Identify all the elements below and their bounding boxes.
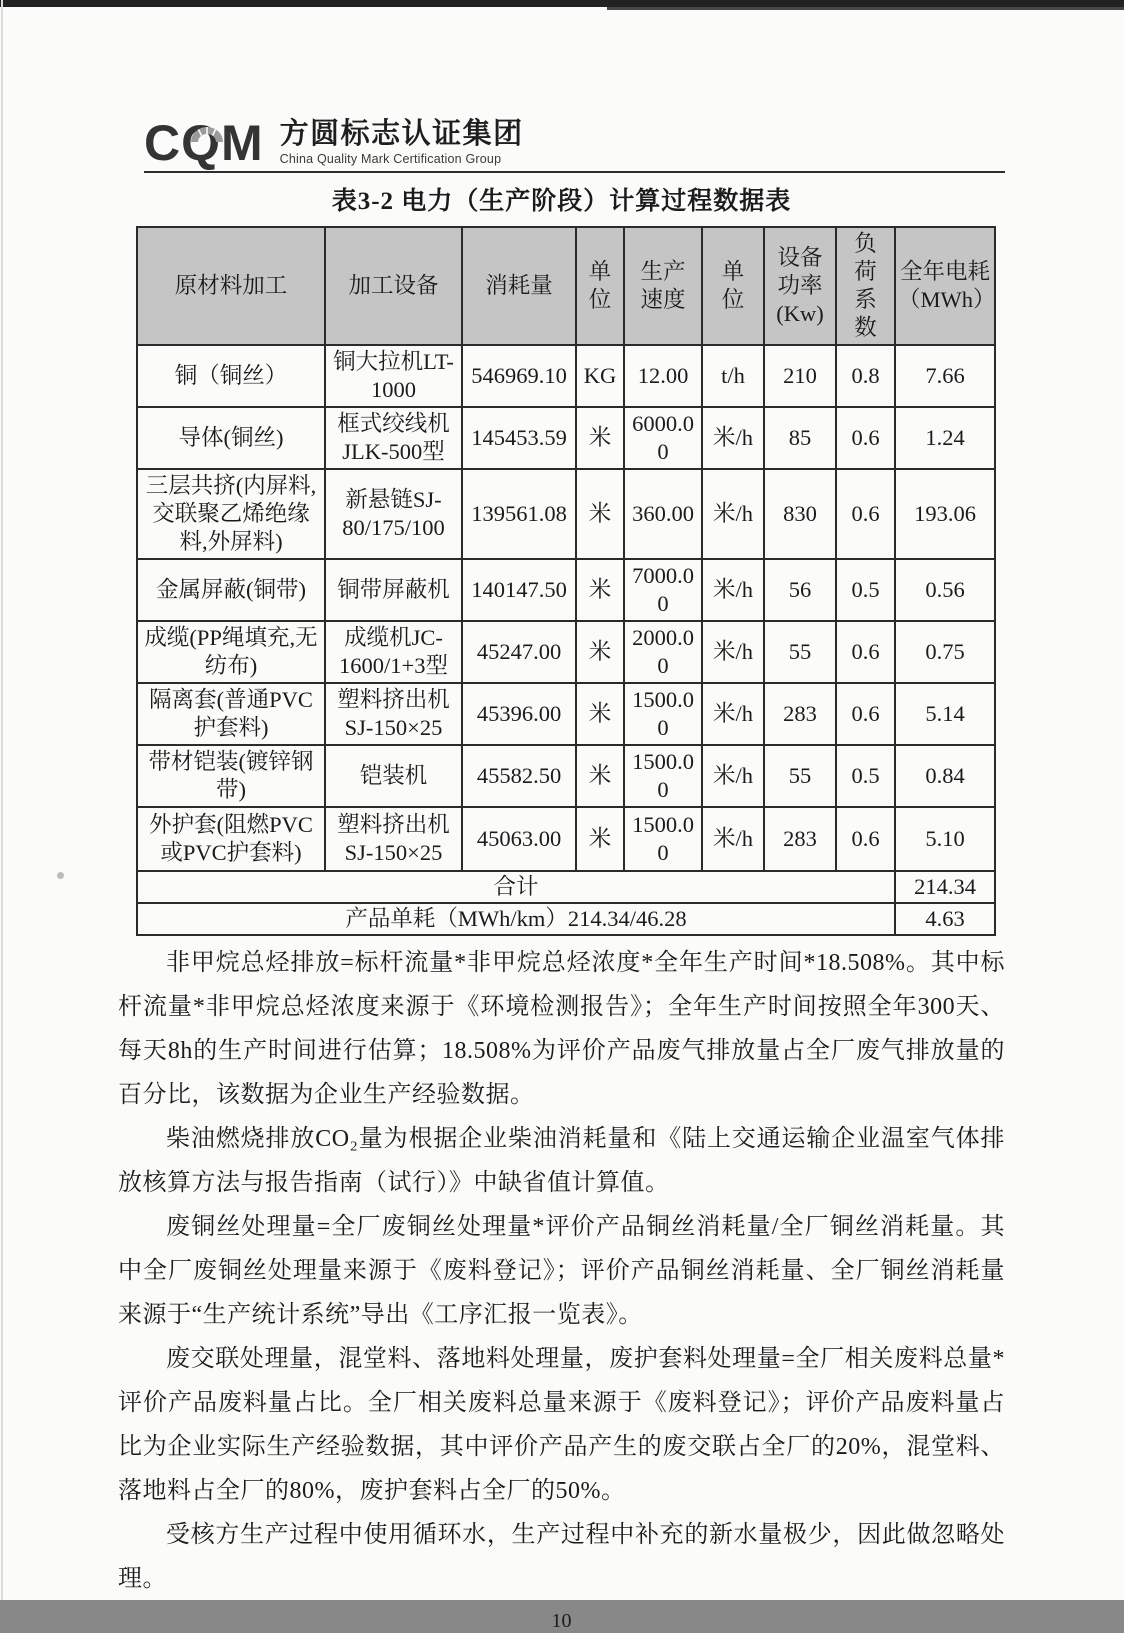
cell-consumption: 139561.08 [462, 469, 576, 559]
paragraph-waste-xlpe: 废交联处理量，混堂料、落地料处理量，废护套料处理量=全厂相关废料总量*评价产品废料量占比。全厂相关废料总量来源于《废料登记》；评价产品废料量占比为企业实际生产经验数据，其中评价产品产生的废交联占全厂的20%，混堂料、落地料占全厂的80%，废护套料占全厂的50%。 [118, 1346, 1005, 1504]
cell-load-factor: 0.6 [836, 621, 895, 683]
table-row [137, 683, 995, 745]
cell-unit: 米 [576, 621, 624, 683]
cell-power: 55 [764, 745, 836, 807]
cell-equipment: 铜大拉机LT-1000 [325, 345, 462, 407]
col-header-material: 原材料加工 [137, 227, 325, 345]
cell-power: 210 [764, 345, 836, 407]
cqm-logo-text [144, 104, 264, 171]
cell-equipment: 塑料挤出机SJ-150×25 [325, 807, 462, 871]
cell-unit: 米 [576, 559, 624, 621]
cell-annual-power: 0.56 [895, 559, 995, 621]
cell-speed: 12.00 [624, 345, 702, 407]
cell-load-factor: 0.8 [836, 345, 895, 407]
cell-unit: 米 [576, 745, 624, 807]
cell-material: 三层共挤(内屏料,交联聚乙烯绝缘料,外屏料) [137, 469, 325, 559]
col-header-annual-power: 全年电耗（MWh） [895, 227, 995, 345]
scan-edge-artifact-secondary [607, 7, 1124, 10]
cell-equipment: 铜带屏蔽机 [325, 559, 462, 621]
cell-unit: 米 [576, 807, 624, 871]
cell-material: 隔离套(普通PVC护套料) [137, 683, 325, 745]
cell-equipment: 新悬链SJ-80/175/100 [325, 469, 462, 559]
paragraph-nmhc-emission: 非甲烷总烃排放=标杆流量*非甲烷总烃浓度*全年生产时间*18.508%。其中标杆流量*非甲烷总烃浓度来源于《环境检测报告》；全年生产时间按照全年300天、每天8h的生产时间进行估算；18.508%为评价产品废气排放量占全厂废气排放量的百分比，该数据为企业生产经验数据。 [118, 950, 1005, 1108]
cell-load-factor: 0.6 [836, 469, 895, 559]
cell-annual-power: 193.06 [895, 469, 995, 559]
cell-power: 55 [764, 621, 836, 683]
crown-icon [189, 101, 225, 151]
cell-consumption: 546969.10 [462, 345, 576, 407]
brand-block [280, 104, 524, 166]
cell-material: 成缆(PP绳填充,无纺布) [137, 621, 325, 683]
col-header-speed: 生产速度 [624, 227, 702, 345]
cell-unit: KG [576, 345, 624, 407]
col-header-unit: 单位 [576, 227, 624, 345]
table-title: 表3-2 电力（生产阶段）计算过程数据表 [331, 188, 792, 215]
table-row [137, 807, 995, 871]
process-data-table [136, 226, 996, 936]
col-header-power: 设备功率(Kw) [764, 227, 836, 345]
cell-power: 283 [764, 683, 836, 745]
cell-load-factor: 0.6 [836, 683, 895, 745]
cell-speed-unit: 米/h [702, 621, 764, 683]
cell-consumption: 145453.59 [462, 407, 576, 469]
cell-unit: 米 [576, 683, 624, 745]
cell-power: 56 [764, 559, 836, 621]
paragraph-recycled-water: 受核方生产过程中使用循环水，生产过程中补充的新水量极少，因此做忽略处理。 [118, 1522, 1005, 1592]
col-header-load-factor: 负荷系数 [836, 227, 895, 345]
cell-speed: 2000.00 [624, 621, 702, 683]
col-header-equipment: 加工设备 [325, 227, 462, 345]
header-divider [144, 171, 1005, 173]
cell-speed: 1500.00 [624, 807, 702, 871]
brand-name-en: China Quality Mark Certification Group [279, 152, 502, 166]
cell-load-factor: 0.6 [836, 807, 895, 871]
cell-material: 外护套(阻燃PVC或PVC护套料) [137, 807, 325, 871]
cell-speed: 1500.00 [624, 745, 702, 807]
cell-annual-power: 5.14 [895, 683, 995, 745]
total-value: 214.34 [895, 871, 995, 903]
cell-power: 830 [764, 469, 836, 559]
cell-material: 带材铠装(镀锌钢带) [137, 745, 325, 807]
total-row [137, 871, 995, 903]
cell-speed-unit: 米/h [702, 683, 764, 745]
cell-equipment: 铠装机 [325, 745, 462, 807]
total-label: 合计 [137, 871, 895, 903]
table-header-row [137, 227, 995, 345]
cqm-logo [144, 104, 1005, 171]
scan-speckle [57, 872, 64, 879]
cell-speed-unit: 米/h [702, 469, 764, 559]
scan-edge-artifact [0, 0, 1124, 7]
cell-consumption: 45396.00 [462, 683, 576, 745]
cell-unit: 米 [576, 469, 624, 559]
page-number: 10 [551, 1610, 572, 1632]
col-header-consumption: 消耗量 [462, 227, 576, 345]
scan-left-edge-line [1, 0, 3, 1600]
cell-annual-power: 1.24 [895, 407, 995, 469]
cell-speed: 6000.00 [624, 407, 702, 469]
table-row [137, 745, 995, 807]
cell-annual-power: 5.10 [895, 807, 995, 871]
cell-load-factor: 0.5 [836, 745, 895, 807]
table-row [137, 469, 995, 559]
cell-unit: 米 [576, 407, 624, 469]
cell-consumption: 45063.00 [462, 807, 576, 871]
unit-consumption-value: 4.63 [895, 903, 995, 935]
cell-annual-power: 0.75 [895, 621, 995, 683]
cell-material: 金属屏蔽(铜带) [137, 559, 325, 621]
cell-speed-unit: 米/h [702, 807, 764, 871]
cell-material: 铜（铜丝） [137, 345, 325, 407]
table-row [137, 621, 995, 683]
cell-power: 85 [764, 407, 836, 469]
cell-consumption: 45582.50 [462, 745, 576, 807]
cell-consumption: 140147.50 [462, 559, 576, 621]
table-row [137, 559, 995, 621]
cell-equipment: 塑料挤出机SJ-150×25 [325, 683, 462, 745]
cell-speed: 1500.00 [624, 683, 702, 745]
cell-consumption: 45247.00 [462, 621, 576, 683]
cell-load-factor: 0.5 [836, 559, 895, 621]
notes-section [118, 941, 1005, 1601]
cell-equipment: 框式绞线机JLK-500型 [325, 407, 462, 469]
paragraph-waste-copper: 废铜丝处理量=全厂废铜丝处理量*评价产品铜丝消耗量/全厂铜丝消耗量。其中全厂废铜丝处理量来源于《废料登记》；评价产品铜丝消耗量、全厂铜丝消耗量来源于“生产统计系统”导出《工序汇报一览表》。 [118, 1214, 1005, 1328]
paragraph-diesel-co2: 柴油燃烧排放CO₂量为根据企业柴油消耗量和《陆上交通运输企业温室气体排放核算方法与报告指南（试行）》中缺省值计算值。 [118, 1126, 1005, 1196]
table-row [137, 407, 995, 469]
unit-consumption-row [137, 903, 995, 935]
brand-name-cn: 方圆标志认证集团 [279, 118, 524, 150]
cell-speed-unit: 米/h [702, 407, 764, 469]
cell-speed-unit: 米/h [702, 559, 764, 621]
cell-speed: 360.00 [624, 469, 702, 559]
cell-speed: 7000.00 [624, 559, 702, 621]
cell-speed-unit: t/h [702, 345, 764, 407]
cell-material: 导体(铜丝) [137, 407, 325, 469]
cell-annual-power: 0.84 [895, 745, 995, 807]
cell-load-factor: 0.6 [836, 407, 895, 469]
logo-letters: CQM [144, 115, 264, 171]
unit-consumption-label: 产品单耗（MWh/km）214.34/46.28 [137, 903, 895, 935]
table-row [137, 345, 995, 407]
cell-speed-unit: 米/h [702, 745, 764, 807]
cell-annual-power: 7.66 [895, 345, 995, 407]
cell-equipment: 成缆机JC-1600/1+3型 [325, 621, 462, 683]
cell-power: 283 [764, 807, 836, 871]
col-header-speed-unit: 单位 [702, 227, 764, 345]
